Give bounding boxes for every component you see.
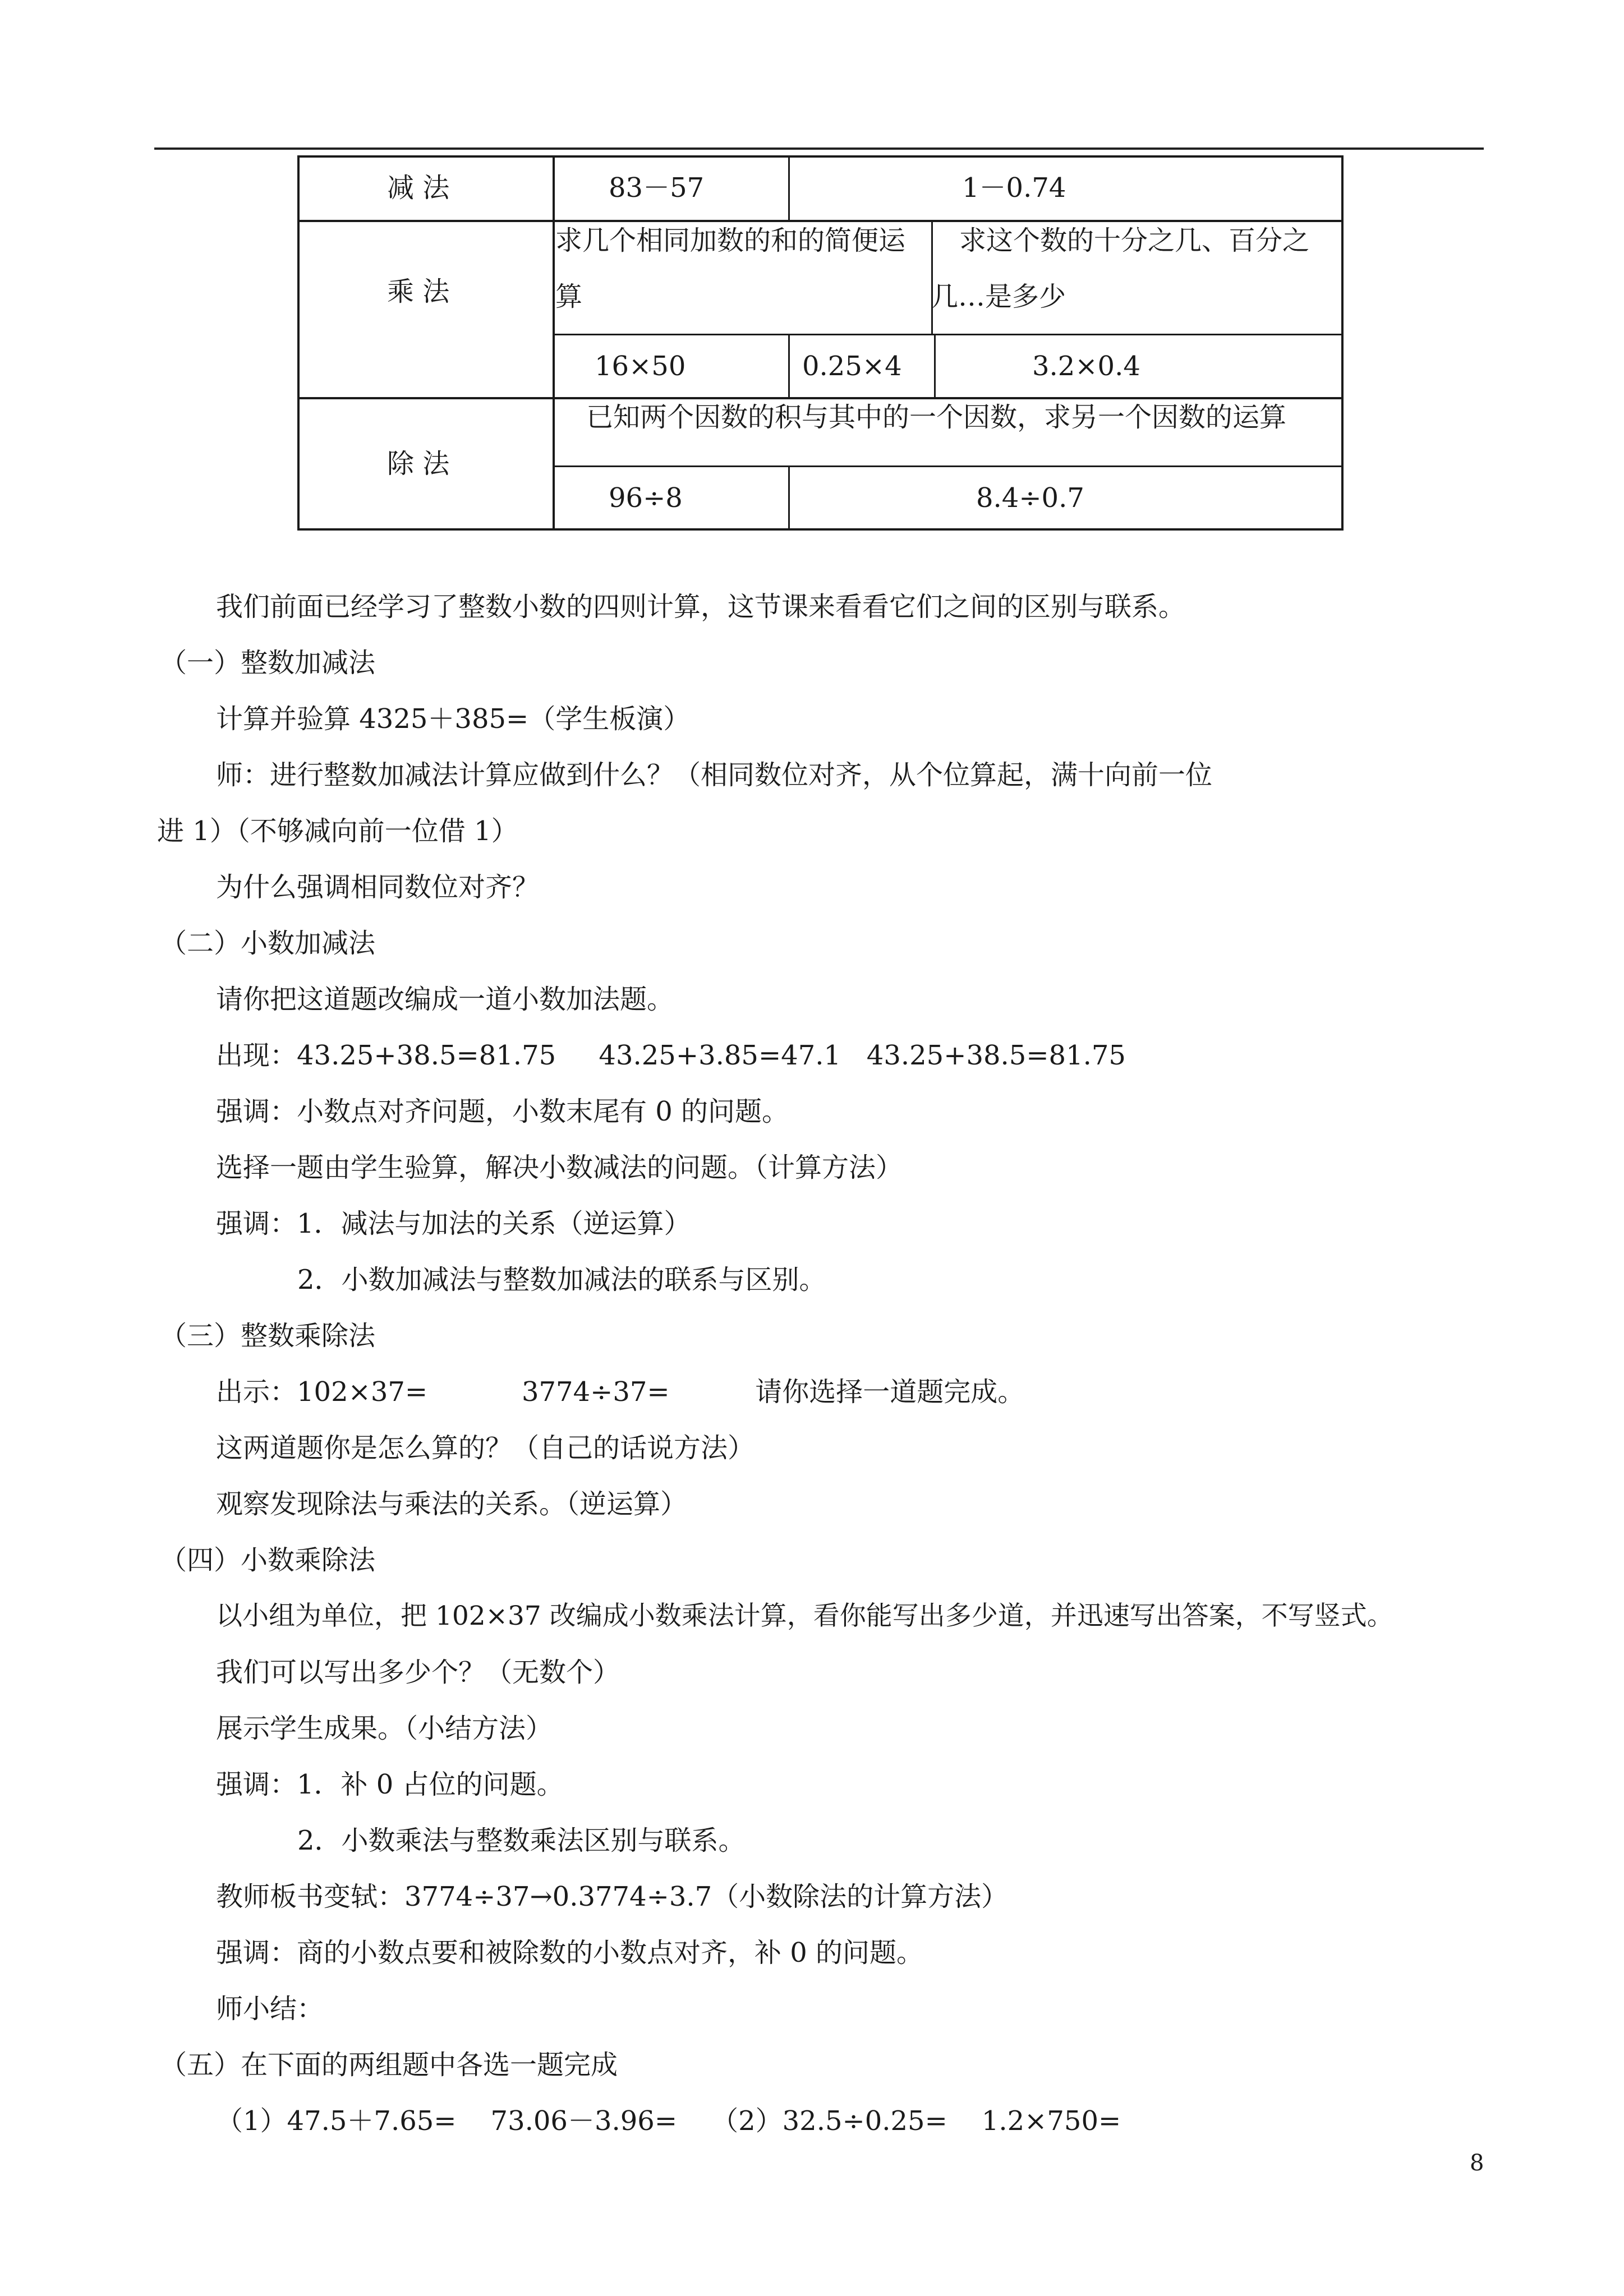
- table-border-left: [297, 155, 300, 531]
- table-rule: [297, 220, 1344, 222]
- section5-line: （1）47.5＋7.65= 73.06－3.96= （2）32.5÷0.25= 1.2×750=: [216, 2105, 1121, 2137]
- multiplication-meaning-int-line1: 求几个相同加数的和的简便运: [555, 225, 906, 256]
- arithmetic-table: [297, 155, 1344, 531]
- division-int-example: 96÷8: [609, 482, 683, 514]
- table-rule: [788, 155, 790, 222]
- table-row-label-subtraction: 减 法: [387, 172, 450, 204]
- table-row-label-multiplication: 乘 法: [387, 276, 450, 307]
- intro-paragraph: 我们前面已经学习了整数小数的四则计算，这节课来看看它们之间的区别与联系。: [216, 591, 1186, 623]
- table-rule: [788, 465, 790, 531]
- subtraction-int-example: 83－57: [609, 172, 705, 204]
- section2-line: 请你把这道题改编成一道小数加法题。: [216, 984, 674, 1015]
- table-rule: [788, 334, 790, 398]
- section1-line: 师：进行整数加减法计算应做到什么？（相同数位对齐，从个位算起，满十向前一位: [216, 759, 1213, 791]
- section1-line: 进 1）（不够减向前一位借 1）: [157, 815, 518, 847]
- section2-line: 强调：1．减法与加法的关系（逆运算）: [216, 1208, 691, 1239]
- table-rule: [297, 397, 1344, 399]
- division-dec-example: 8.4÷0.7: [976, 482, 1084, 514]
- section4-line: 以小组为单位，把 102×37 改编成小数乘法计算，看你能写出多少道，并迅速写出答案，不写竖式。: [216, 1601, 1393, 1631]
- section4-line: 展示学生成果。（小结方法）: [216, 1713, 553, 1744]
- subtraction-dec-example: 1－0.74: [962, 172, 1066, 204]
- section3-line: 这两道题你是怎么算的？（自己的话说方法）: [216, 1432, 755, 1464]
- section-title-4: （四）小数乘除法: [160, 1545, 376, 1576]
- table-border-top: [297, 155, 1344, 158]
- header-rule: [154, 147, 1484, 150]
- multiplication-meaning-int-line2: 算: [555, 281, 583, 312]
- section-title-2: （二）小数加减法: [160, 928, 376, 959]
- section4-line: 强调：1．补 0 占位的问题。: [216, 1769, 564, 1800]
- page-number: 8: [1470, 2150, 1484, 2176]
- section4-line: 2．小数乘法与整数乘法区别与联系。: [297, 1825, 746, 1856]
- section2-line: 2．小数加减法与整数加减法的联系与区别。: [297, 1264, 826, 1295]
- section1-line: 为什么强调相同数位对齐？: [216, 872, 540, 903]
- section4-line: 强调：商的小数点要和被除数的小数点对齐，补 0 的问题。: [216, 1937, 924, 1968]
- section-title-1: （一）整数加减法: [160, 647, 376, 679]
- table-rule: [934, 334, 936, 398]
- section3-line: 出示：102×37= 3774÷37= 请你选择一道题完成。: [216, 1376, 1025, 1408]
- table-border-right: [1341, 155, 1344, 531]
- section-title-3: （三）整数乘除法: [160, 1320, 376, 1352]
- section3-line: 观察发现除法与乘法的关系。（逆运算）: [216, 1488, 688, 1520]
- section2-line: 选择一题由学生验算，解决小数减法的问题。（计算方法）: [216, 1152, 903, 1183]
- table-rule: [931, 222, 933, 335]
- multiplication-example-2: 0.25×4: [802, 351, 902, 382]
- table-row-label-division: 除 法: [387, 448, 450, 480]
- section4-line: 师小结：: [216, 1993, 324, 2025]
- table-rule: [553, 465, 1344, 467]
- section4-line: 教师板书变轼：3774÷37→0.3774÷3.7（小数除法的计算方法）: [216, 1881, 1009, 1912]
- table-border-bottom: [297, 528, 1344, 531]
- multiplication-example-1: 16×50: [595, 351, 686, 382]
- section-title-5: （五）在下面的两组题中各选一题完成: [160, 2049, 618, 2081]
- multiplication-meaning-dec-line2: 几…是多少: [931, 281, 1066, 312]
- section4-line: 我们可以写出多少个？（无数个）: [216, 1657, 620, 1688]
- section2-line: 出现：43.25+38.5=81.75 43.25+3.85=47.1 43.25+38.5=81.75: [216, 1040, 1126, 1071]
- division-meaning: 已知两个因数的积与其中的一个因数，求另一个因数的运算: [586, 402, 1287, 433]
- table-rule: [553, 334, 1344, 335]
- multiplication-meaning-dec-line1: 求这个数的十分之几、百分之: [959, 225, 1310, 256]
- multiplication-example-3: 3.2×0.4: [1032, 351, 1140, 382]
- section1-line: 计算并验算 4325＋385=（学生板演）: [216, 703, 691, 735]
- section2-line: 强调：小数点对齐问题，小数末尾有 0 的问题。: [216, 1096, 789, 1127]
- table-rule: [553, 155, 555, 531]
